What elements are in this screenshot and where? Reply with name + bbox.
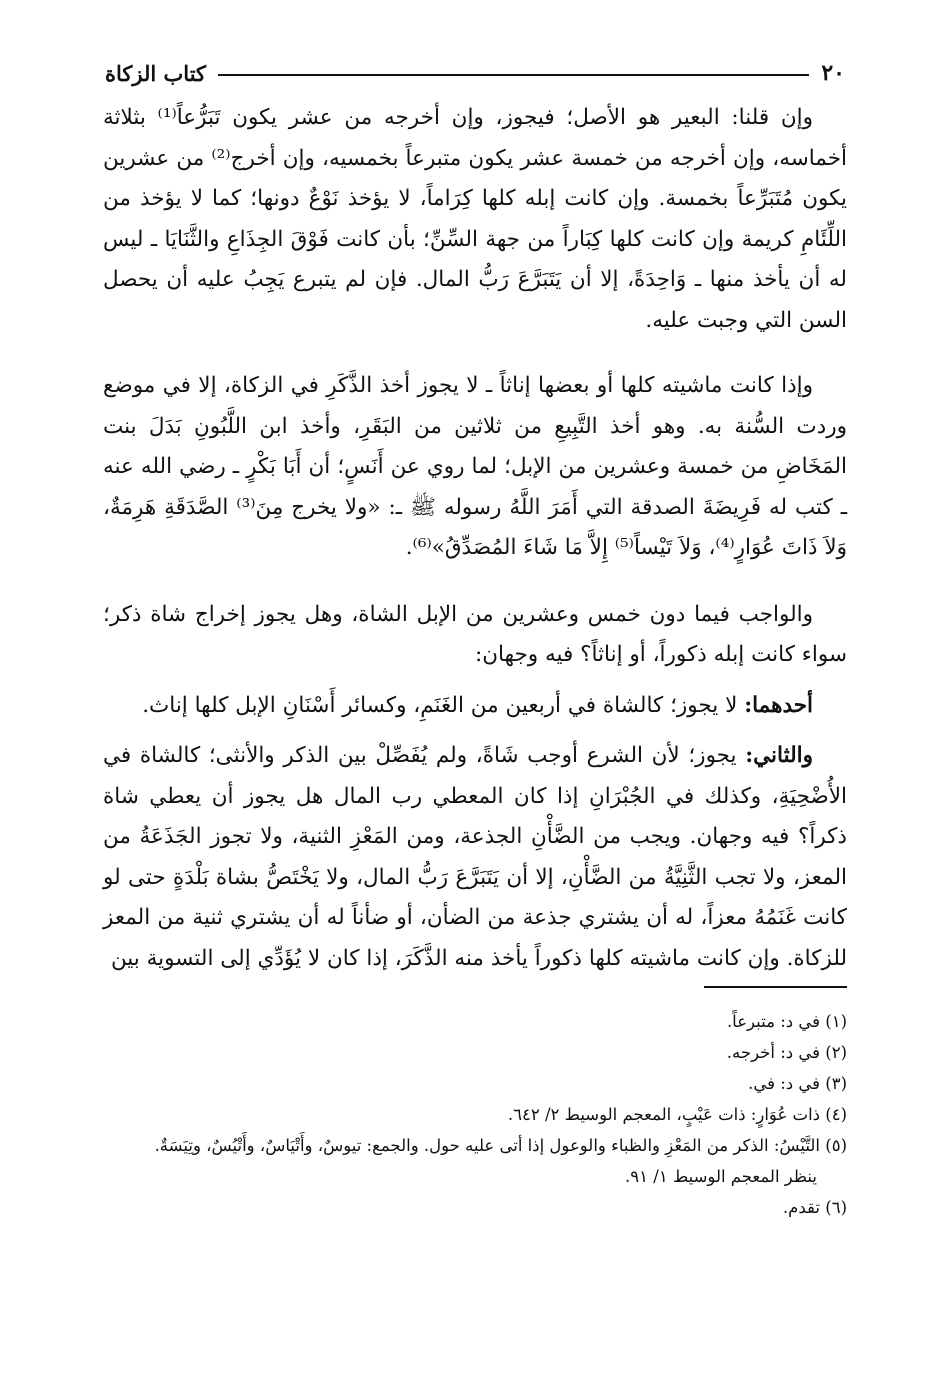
footnote-3: (٣) في د: في.	[748, 1074, 847, 1093]
paragraph-4	[103, 686, 847, 727]
paragraph-2: وإذا كانت ماشيته كلها أو بعضها إناثاً ـ لا يجوز أخذ الذَّكَرِ في الزكاة، إلا في موضع وردت السُّنة به. وهو أخذ التَّبِيعِ من ثلاثين من البَقَرِ، وأخذ ابن اللَّبُونِ بَدَلَ بنت المَخَاضِ من خمسة وعشرين من الإبل؛ لما روي عن أَنَسٍ؛ أن أَبَا بَكْرٍ ـ رضي الله عنه ـ كتب له فَرِيضَةَ الصدقة التي أَمَرَ اللَّهُ رسوله ﷺ ـ: «ولا يخرج مِنَ⁽³⁾ الصَّدَقَةِ هَرِمَةٌ، وَلاَ ذَاتَ عُوَارٍ⁽⁴⁾، وَلاَ تَيْساً⁽⁵⁾ إِلاَّ مَا شَاءَ المُصَدِّقُ»⁽⁶⁾.	[103, 373, 847, 560]
paragraph-4-lead: أحدهما:	[744, 692, 813, 718]
header-rule	[218, 74, 809, 76]
paragraph-4-text: لا يجوز؛ كالشاة في أربعين من الغَنَمِ، وكسائر أَسْنَانِ الإبل كلها إناث.	[142, 692, 745, 718]
paragraph-1: وإن قلنا: البعير هو الأصل؛ فيجوز، وإن أخرجه من عشر يكون تَبَرُّعاً⁽¹⁾ بثلاثة أخماسه، وإن أخرجه من خمسة عشر يكون متبرعاً بخمسيه، وإن أخرج⁽²⁾ من عشرين يكون مُتَبَرِّعاً بخمسة. وإن كانت إبله كلها كِرَاماً، لا يؤخذ نَوْعٌ دونها؛ كما لا يؤخذ من اللِّئَامِ كريمة وإن كانت كلها كِبَاراً من جهة السِّنِّ؛ بأن كانت فَوْقَ الجِذَاعِ والثَّنَايَا ـ ليس له أن يأخذ منها ـ وَاحِدَةً، إلا أن يَتَبَرَّعَ رَبُّ المال. فإن لم يتبرع يَجِبُ عليه أن يحصل السن التي وجبت عليه.	[103, 105, 847, 333]
paragraph-3: والواجب فيما دون خمس وعشرين من الإبل الشاة، وهل يجوز إخراج شاة ذكر؛ سواء كانت إبله ذكوراً، أو إناثاً؟ فيه وجهان:	[103, 601, 847, 667]
main-text	[103, 98, 847, 979]
footnote-1: (١) في د: متبرعاً.	[726, 1012, 847, 1031]
footnote-4: (٤) ذات عُوَارٍ: ذات عَيْبٍ، المعجم الوسيط ٢/ ٦٤٢.	[507, 1105, 847, 1124]
paragraph-5-text: يجوز؛ لأن الشرع أوجب شَاةً، ولم يُفَصِّلْ بين الذكر والأنثى؛ كالشاة في الأُضْحِيَةِ، وكذلك في الجُبْرَانِ إذا كان المعطي رب المال هل يجوز أن يعطي شاة ذكراً؟ فيه وجهان. ويجب من الضَّأْنِ الجذعة، ومن المَعْزِ الثنية، ولا تجوز الجَذَعَةُ من المعز، ولا تجب الثَّنِيَّةُ من الضَّأْنِ، إلا أن يَتَبَرَّعَ رَبُّ المال، ولا يَخْتَصُّ بشاة بَلْدَةٍ حتى لو كانت غَنَمُهُ معزاً، له أن يشتري جذعة من الضأن، أو ضأناً له أن يشتري ثنية من المعز للزكاة. وإن كانت ماشيته كلها ذكوراً يأخذ منه الذَّكَرَ، إذا كان لا يُؤَدِّي إلى التسوية بين	[103, 743, 847, 971]
running-title: كتاب الزكاة	[105, 60, 207, 86]
paragraph-5-lead: والثاني:	[745, 743, 813, 768]
footnote-separator	[704, 986, 847, 988]
paragraph-5	[103, 736, 847, 979]
footnote-5-continuation: ينظر المعجم الوسيط ١/ ٩١.	[625, 1167, 817, 1186]
footnote-2: (٢) في د: أخرجه.	[726, 1043, 847, 1062]
footnote-5: (٥) التَّيْسُ: الذكر من المَعْزِ والظباء والوعول إذا أتى عليه حول. والجمع: تيوسٌ، وأَتْيَاسٌ، وأَتْيُسٌ، وتِيَسَةٌ.	[154, 1136, 847, 1155]
page-header	[105, 56, 845, 90]
footnote-6: (٦) تقدم.	[782, 1198, 847, 1217]
footnotes	[103, 1006, 847, 1223]
page-number: ٢٠	[821, 60, 845, 86]
